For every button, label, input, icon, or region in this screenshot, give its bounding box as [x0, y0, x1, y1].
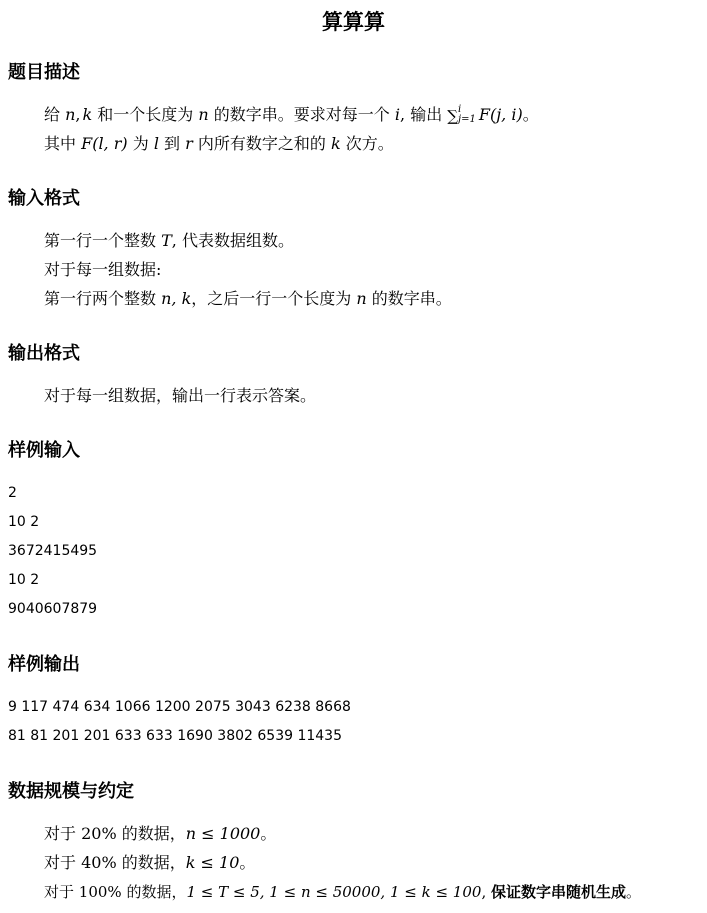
sample-output-line: 81 81 201 201 633 633 1690 3802 6539 11435	[8, 728, 342, 744]
input-format-line-1: 第一行一个整数 T, 代表数据组数。	[44, 231, 294, 250]
random-generation-note: 保证数字串随机生成	[490, 883, 626, 901]
heading-output-format: 输出格式	[8, 343, 80, 364]
input-format-line-2: 对于每一组数据:	[44, 260, 162, 279]
sum-limits: i j=1	[458, 103, 476, 125]
heading-sample-input: 样例输入	[8, 440, 80, 461]
output-format-line-1: 对于每一组数据，输出一行表示答案。	[44, 386, 317, 405]
constraints-line-1: 对于 20% 的数据，n ≤ 1000。	[44, 824, 277, 843]
page-title: 算算算	[322, 10, 385, 34]
input-format-line-3: 第一行两个整数 n, k，之后一行一个长度为 n 的数字串。	[44, 289, 452, 308]
sample-input-line: 9040607879	[8, 601, 98, 617]
heading-constraints: 数据规模与约定	[8, 781, 134, 802]
constraints-line-2: 对于 40% 的数据，k ≤ 10。	[44, 853, 256, 872]
sample-output-line: 9 117 474 634 1066 1200 2075 3043 6238 8668	[8, 699, 351, 715]
sample-input-line: 2	[8, 485, 17, 501]
sample-input-line: 10 2	[8, 514, 40, 530]
description-line-2: 其中 F(l, r) 为 l 到 r 内所有数字之和的 k 次方。	[44, 134, 394, 153]
heading-sample-output: 样例输出	[8, 654, 80, 675]
constraints-line-3: 对于 100% 的数据，1 ≤ T ≤ 5, 1 ≤ n ≤ 50000, 1 ≤ k ≤ 100, 保证数字串随机生成。	[44, 883, 642, 901]
sample-input-line: 10 2	[8, 572, 40, 588]
heading-input-format: 输入格式	[8, 188, 80, 209]
description-line-1: 给 n, k 和一个长度为 n 的数字串。要求对每一个 i, 输出 ∑ i j=1 F(j, i)。	[44, 103, 539, 125]
heading-description: 题目描述	[8, 62, 80, 83]
sample-input-line: 3672415495	[8, 543, 98, 559]
sum-symbol: ∑	[447, 107, 458, 125]
